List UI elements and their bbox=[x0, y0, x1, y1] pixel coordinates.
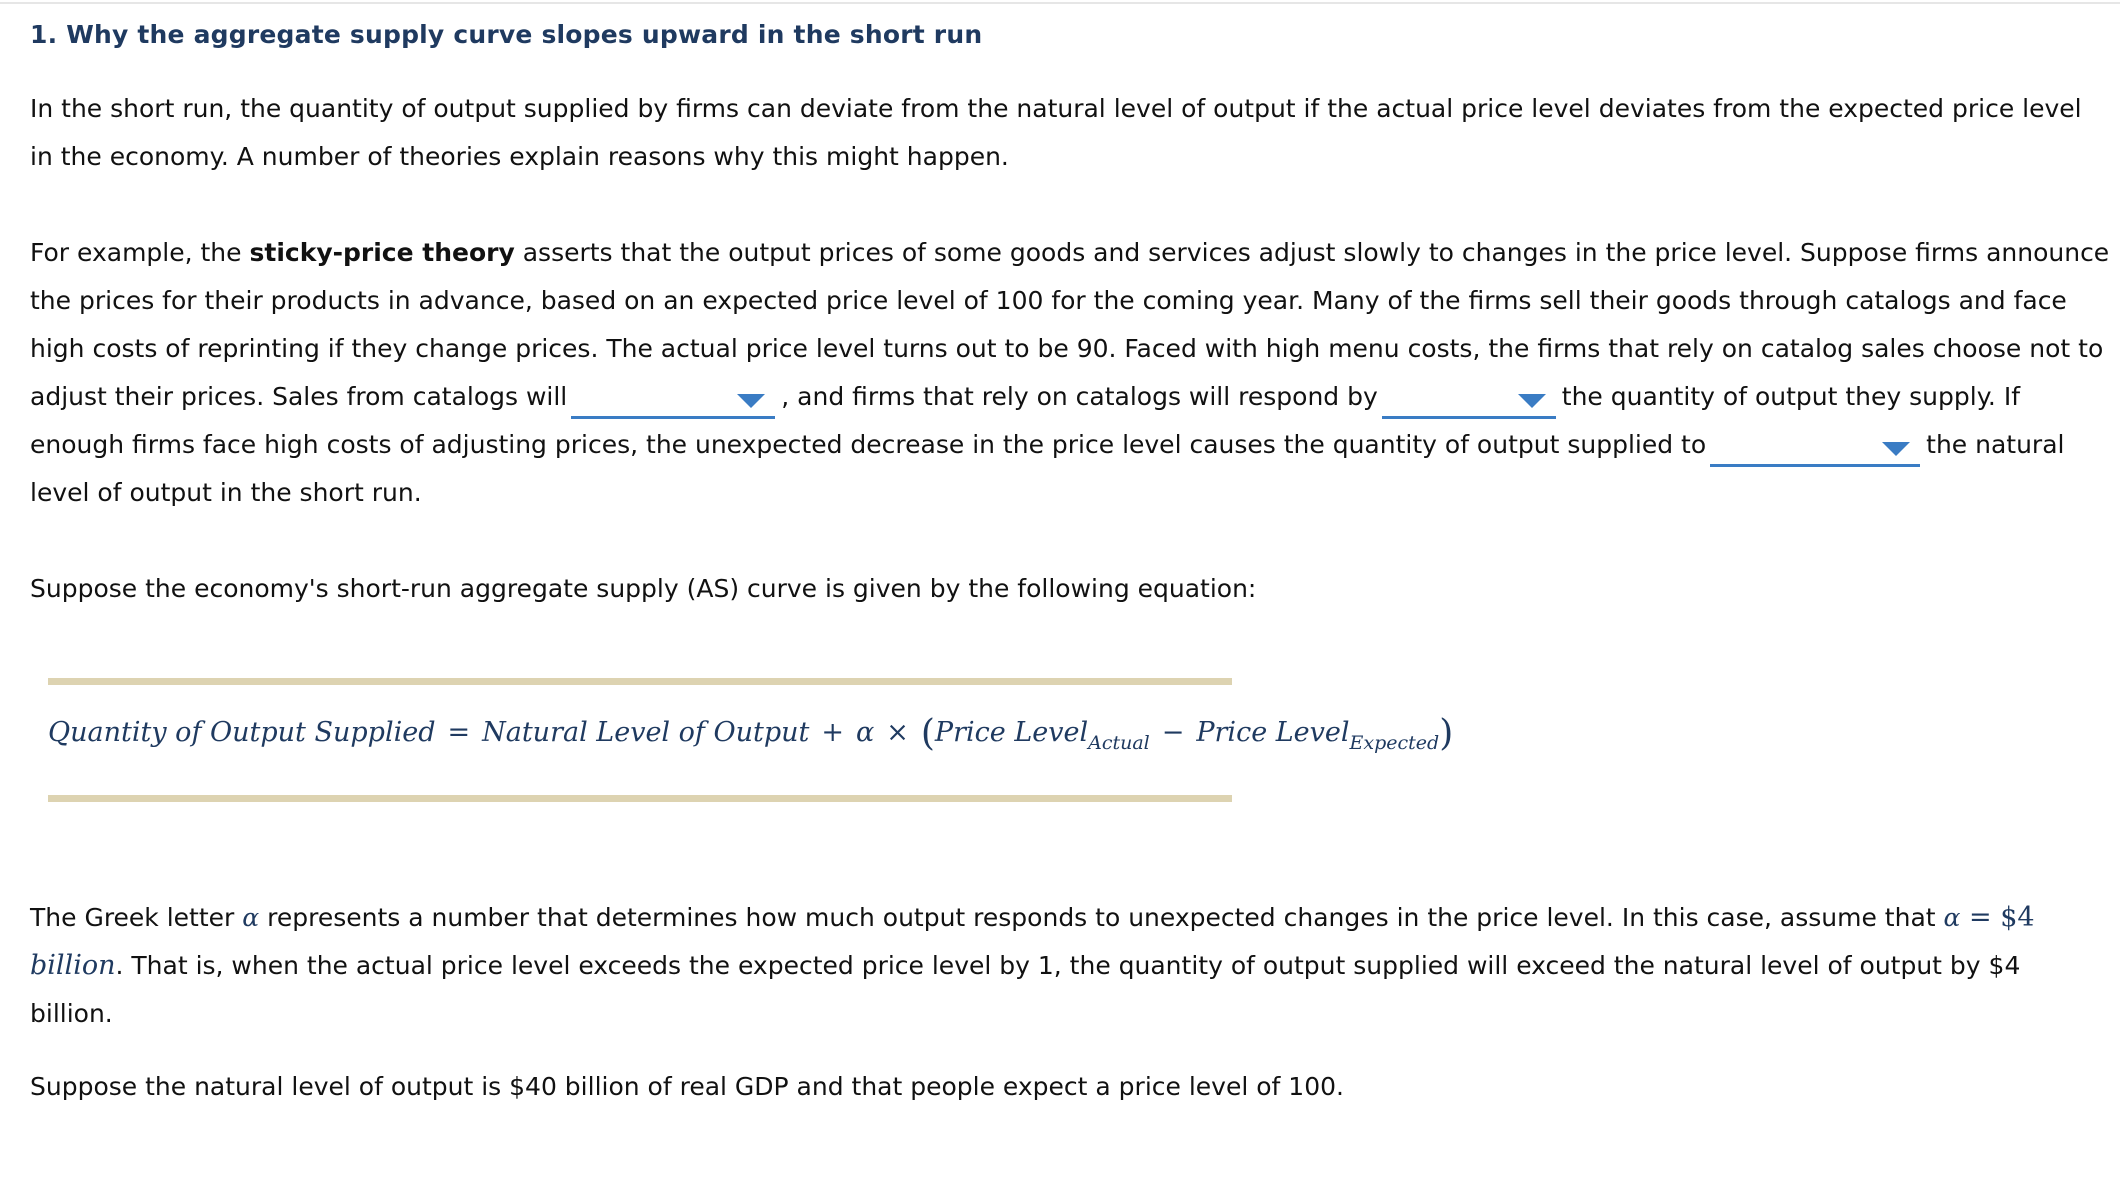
alpha-equals: = bbox=[1960, 902, 2001, 933]
equation-equals: = bbox=[447, 717, 471, 748]
sticky-text-part1: asserts that the output prices of some goods and services adjust slowly to changes in the price level. Suppose firms announce the prices for their products in advance, based on an expected price level of 100 for the coming year. Many of the firms sell their goods through catalogs and face high costs of reprinting if they change prices. The actual price level turns out to be 90. Faced with high menu costs, the firms that rely on catalog sales choose not to adjust their prices. Sales from catalogs will bbox=[30, 238, 2110, 411]
equation-price-level-actual: Price Level bbox=[934, 717, 1089, 748]
sticky-price-theory-term: sticky-price theory bbox=[249, 238, 515, 267]
alpha-symbol: α bbox=[242, 903, 260, 932]
equation-times: × bbox=[886, 717, 909, 748]
equation-plus: + bbox=[821, 717, 845, 748]
equation-alpha: α bbox=[856, 717, 875, 748]
chevron-down-icon bbox=[1882, 442, 1910, 456]
top-divider bbox=[0, 2, 2120, 4]
intro-paragraph: In the short run, the quantity of output supplied by firms can deviate from the natural level of output if the actual price level deviates from the expected price level in the economy. A number of theories explain reasons why this might happen. bbox=[30, 94, 2082, 171]
alpha-value: $4 bbox=[2000, 902, 2035, 933]
question-content bbox=[30, 18, 2110, 613]
equation-natural-level: Natural Level of Output bbox=[482, 717, 810, 748]
sticky-text-part4: the natural level of output in the short run. bbox=[30, 430, 2065, 507]
sticky-text-pre: For example, the bbox=[30, 238, 250, 267]
greek-letter-paragraph bbox=[30, 894, 2110, 1038]
chevron-down-icon bbox=[1518, 394, 1546, 408]
sticky-text-part2: , and firms that rely on catalogs will respond by bbox=[781, 382, 1378, 411]
output-supplied-dropdown[interactable] bbox=[1710, 430, 1920, 467]
equation-close-paren: ) bbox=[1439, 713, 1454, 754]
alpha-symbol-inline: α bbox=[1943, 903, 1961, 932]
as-equation bbox=[48, 713, 1453, 754]
equation-open-paren: ( bbox=[920, 713, 935, 754]
equation-price-level-expected: Price Level bbox=[1196, 717, 1350, 748]
greek-text-pre: The Greek letter bbox=[30, 903, 243, 932]
equation-lhs: Quantity of Output Supplied bbox=[48, 717, 436, 748]
sticky-text-part3: the quantity of output they supply. If enough firms face high costs of adjusting prices, the unexpected decrease in the price level causes the quantity of output supplied to bbox=[30, 382, 2020, 459]
catalog-sales-dropdown[interactable] bbox=[571, 382, 775, 419]
question-heading: 1. Why the aggregate supply curve slopes upward in the short run bbox=[30, 20, 983, 49]
firms-response-dropdown[interactable] bbox=[1382, 382, 1556, 419]
as-equation-box bbox=[48, 678, 1454, 802]
equation-minus: − bbox=[1161, 717, 1185, 748]
equation-subscript-expected: Expected bbox=[1349, 732, 1440, 754]
alpha-unit-text: billion bbox=[30, 950, 116, 981]
as-curve-intro: Suppose the economy's short-run aggregate supply (AS) curve is given by the following equation: bbox=[30, 574, 1257, 603]
lower-content bbox=[30, 894, 2110, 1111]
greek-text-mid: represents a number that determines how much output responds to unexpected changes in the price level. In this case, assume that bbox=[259, 903, 1944, 932]
chevron-down-icon bbox=[737, 394, 765, 408]
sticky-price-paragraph bbox=[30, 229, 2110, 517]
natural-output-paragraph: Suppose the natural level of output is $40 billion of real GDP and that people expect a price level of 100. bbox=[30, 1072, 1344, 1101]
equation-subscript-actual: Actual bbox=[1088, 732, 1150, 754]
alpha-unit bbox=[30, 950, 115, 981]
greek-text-post: . That is, when the actual price level exceeds the expected price level by 1, the quantity of output supplied will exceed the natural level of output by $4 billion. bbox=[30, 951, 2021, 1028]
